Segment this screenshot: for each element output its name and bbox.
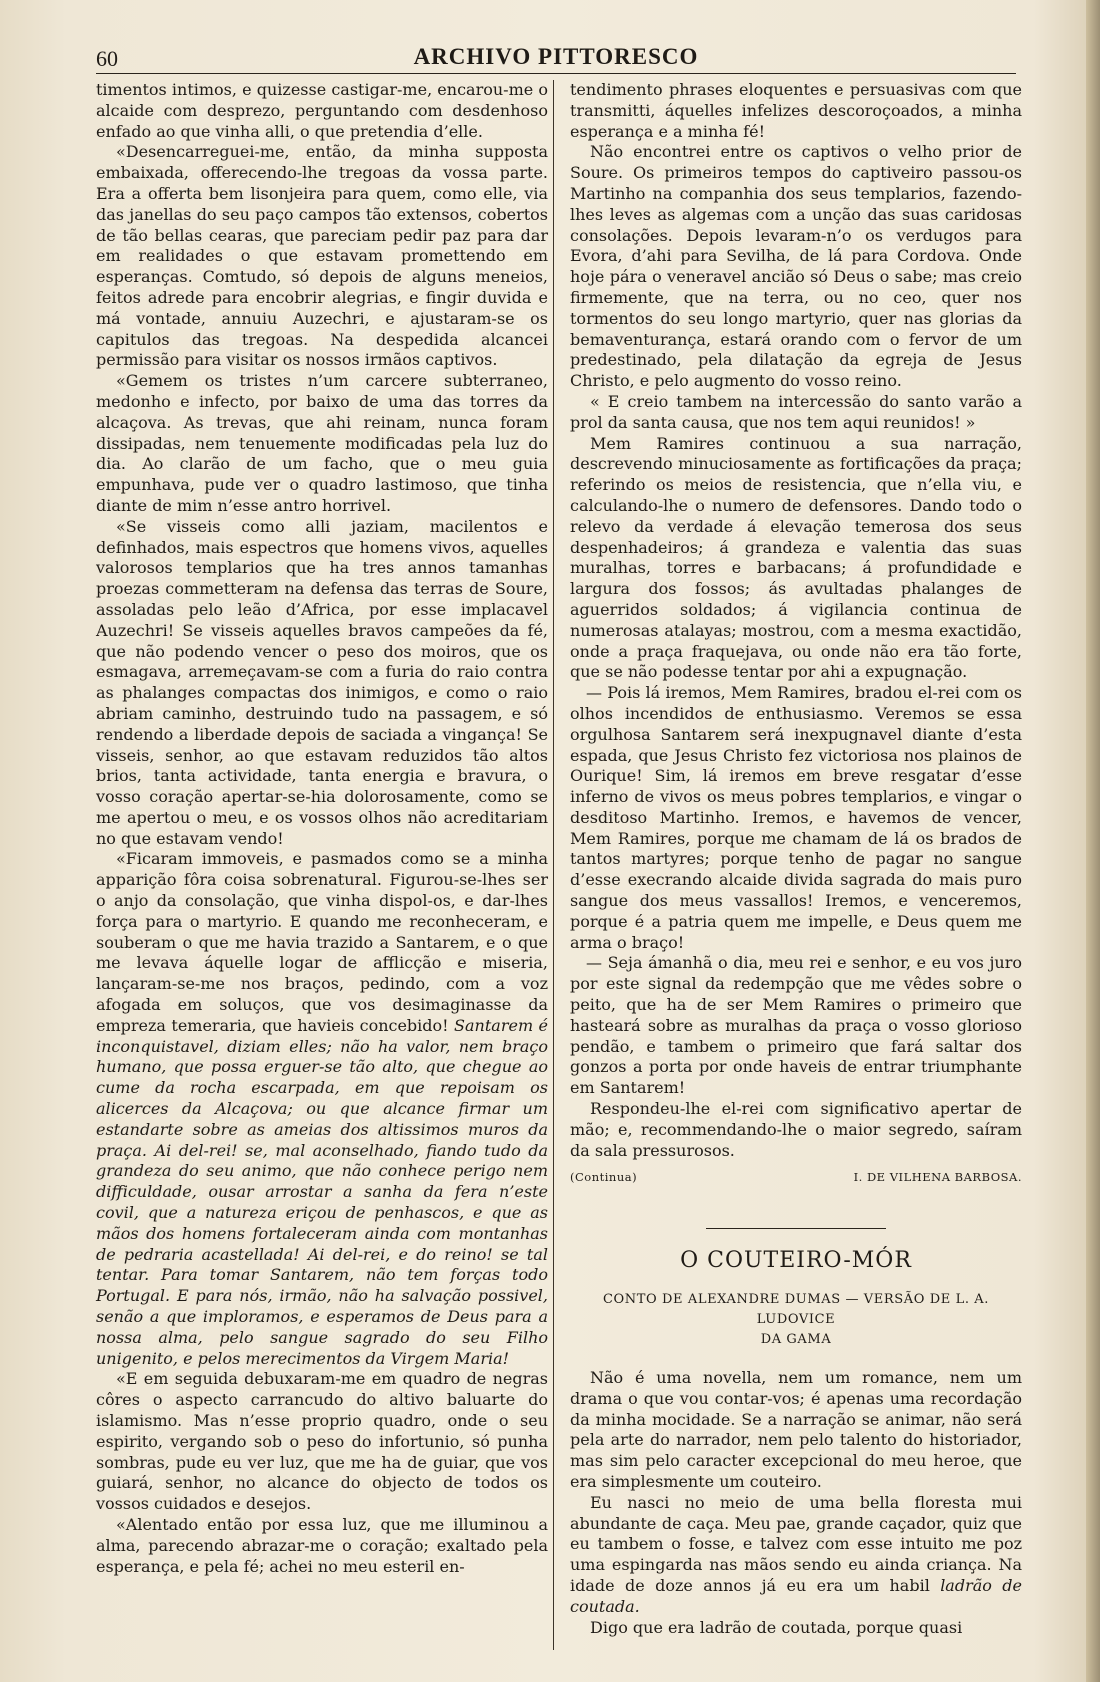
paragraph: timentos intimos, e quizesse castigar-me, encarou-me o alcaide com desprezo, perguntando com desdenhoso enfado ao que vinha alli, o que pretendia d’elle.: [96, 80, 548, 141]
paragraph: Mem Ramires continuou a sua narração, descrevendo minuciosamente as fortificações da praça; referindo os meios de resistencia, que n’ella viu, e calculando-lhe o numero de defensores. Dando todo o relevo da verdade á elevação temerosa dos seus despenhadeiros; á grandeza e valentia das suas muralhas, torres e barbacans; á profundidade e largura dos fossos; ás avultadas phalanges de aguerridos soldados; á vigilancia continua de numerosas atalayas; mostrou, com a mesma exactidão, onde a praça fraquejava, ou onde não era tão forte, que se não podesse tentar por ahi a expugnação.: [570, 433, 1022, 682]
left-column: [96, 80, 548, 1577]
continua-note: (Continua): [570, 1170, 638, 1185]
paragraph: tendimento phrases eloquentes e persuasivas com que transmitti, áquelles infelizes descoroçoados, a minha esperança e a minha fé!: [570, 80, 1022, 141]
italic-quote: Santarem é inconquistavel, diziam elles; não ha valor, nem braço humano, que possa erguer-se tão alto, que chegue ao cume da rocha escarpada, em que repoisam os alicerces da Alcaçova; ou que alcance firmar um estandarte sobre as ameias dos altissimos muros da praça. Ai del-rei! se, mal aconselhado, fiando tudo da grandeza do seu animo, que não conhece perigo nem difficuldade, ousar arrostar a sanha da fera n’este covil, que a natureza eriçou de penhascos, e que as mãos dos homens fortaleceram ainda com montanhas de pedraria acastellada! Ai del-rei, e do reino! se tal tentar. Para tomar Santarem, não tem forças todo Portugal. E para nós, irmão, não ha salvação possivel, senão a que imploramos, e esperamos de Deus para a nossa alma, pelo sangue sagrado do seu Filho unigenito, e pelos merecimentos da Virgem Maria!: [96, 1015, 549, 1368]
paragraph: «E em seguida debuxaram-me em quadro de negras côres o aspecto carrancudo do altivo baluarte do islamismo. Mas n’esse proprio quadro, onde o seu espirito, vergando sob o peso do infortunio, só punha sombras, pude eu ver luz, que me ha de guiar, que vos guiará, senhor, no alcance do objecto de todos os vossos cuidados e desejos.: [96, 1369, 548, 1514]
section-divider: [706, 1228, 886, 1229]
paragraph-text: Eu nasci no meio de uma bella floresta mui abundante de caça. Meu pae, grande caçador, quiz que eu tambem o fosse, e talvez com esse intuito me poz uma espingarda nas mãos sendo eu ainda criança. Na idade de doze annos já eu era um habil: [570, 1492, 1022, 1595]
italic-phrase: ladrão de coutada.: [570, 1576, 1022, 1616]
byline-line: DA GAMA: [760, 1332, 832, 1348]
header-rule: [96, 73, 1016, 74]
page-number: 60: [96, 46, 118, 71]
right-column: [570, 80, 1022, 1638]
paragraph: «Se visseis como alli jaziam, macilentos e definhados, mais espectros que homens vivos, aquelles valorosos templarios que ha tres annos tamanhas proezas commetteram na defensa das terras de Soure, assoladas pelo leão d’Africa, por esse implacavel Auzechri! Se visseis aquelles bravos campeões da fé, que não podendo vencer o peso dos moiros, que os esmagava, arremeçavam-se com a furia do raio contra as phalanges compactas dos inimigos, e como o raio abriam caminho, destruindo tudo na passagem, e só rendendo a liberdade depois de saciada a vingança! Se visseis, senhor, ao que estavam reduzidos tão altos brios, tanta actividade, tanta energia e bravura, o vosso coração apertar-se-hia dolorosamente, como se me apertou o meu, e os vossos olhos não acreditariam no que estavam vendo!: [96, 516, 548, 848]
paragraph: «Desencarreguei-me, então, da minha supposta embaixada, offerecendo-lhe tregoas da vossa parte. Era a offerta bem lisonjeira para quem, como elle, via das janellas do seu paço campos tão extensos, cobertos de tão bellas cearas, que pareciam pedir paz para dar em realidades o que estavam promettendo em esperanças. Comtudo, só depois de alguns meneios, feitos adrede para encobrir alegrias, e fingir duvida e má vontade, annuiu Auzechri, e ajustaram-se os capitulos das tregoas. Na despedida alcancei permissão para visitar os nossos irmãos captivos.: [96, 142, 548, 370]
page-header: [96, 40, 1016, 76]
section-byline: [570, 1290, 1022, 1350]
running-title: ARCHIVO PITTORESCO: [413, 44, 699, 69]
paragraph-text: «Ficaram immoveis, e pasmados como se a minha apparição fôra coisa sobrenatural. Figurou-se-lhes ser o anjo da consolação, que vinha dispol-os, e dar-lhes força para o martyrio. E quando me reconheceram, e souberam o que me havia trazido a Santarem, e o que me levava áquelle logar de afflicção e miseria, lançaram-se-me nos braços, pedindo, com a voz afogada em soluços, que vos desimaginasse da empreza temeraria, que havieis concebido!: [96, 849, 548, 1035]
author-name: I. DE VILHENA BARBOSA.: [853, 1170, 1022, 1185]
paragraph: — Seja ámanhã o dia, meu rei e senhor, e eu vos juro por este signal da redempção que me vêdes sobre o peito, que ha de ser Mem Ramires o primeiro que hasteará sobre as muralhas da praça o vosso glorioso pendão, e tambem o primeiro que fará saltar dos gonzos a porta por onde haveis de entrar triumphante em Santarem!: [570, 953, 1022, 1098]
paragraph: [570, 1493, 1022, 1618]
paragraph: « E creio tambem na intercessão do santo varão a prol da santa causa, que nos tem aqui reunidos! »: [570, 391, 1022, 432]
column-divider: [553, 80, 554, 1650]
paragraph: «Alentado então por essa luz, que me illuminou a alma, parecendo abrazar-me o coração; exaltado pela esperança, e pela fé; achei no meu esteril en-: [96, 1514, 548, 1576]
paragraph: Não encontrei entre os captivos o velho prior de Soure. Os primeiros tempos do captiveiro passou-os Martinho na companhia dos seus templarios, fazendo-lhes leves as algemas com a unção das suas caridosas consolações. Depois levaram-n’o os verdugos para Evora, d’ahi para Sevilha, de lá para Cordova. Onde hoje pára o veneravel ancião só Deus o sabe; mas creio firmemente, que na terra, ou no ceo, quer nos tormentos do seu longo martyrio, quer nas glorias da bemaventurança, estará orando com o fervor de um predestinado, pela dilatação da egreja de Jesus Christo, e pelo augmento do vosso reino.: [570, 142, 1022, 391]
paragraph: Respondeu-lhe el-rei com significativo apertar de mão; e, recommendando-lhe o maior segredo, saíram da sala pressurosos.: [570, 1099, 1022, 1160]
byline-line: CONTO DE ALEXANDRE DUMAS — VERSÃO DE L. A. LUDOVICE: [602, 1292, 990, 1328]
paragraph: — Pois lá iremos, Mem Ramires, bradou el-rei com os olhos incendidos de enthusiasmo. Veremos se essa orgulhosa Santarem será inexpugnavel diante d’esta espada, que Jesus Christo fez victoriosa nos plainos de Ourique! Sim, lá iremos em breve resgatar d’esse inferno de vivos os meus pobres templarios, e vingar o desditoso Martinho. Iremos, e havemos de vencer, Mem Ramires, porque me chamam de lá os brados de tantos martyres; porque tenho de pagar no sangue d’esse execrando alcaide divida sagrada do mais puro sangue dos meus vassallos! Iremos, e venceremos, porque é a patria quem me impelle, e Deus quem me arma o braço!: [570, 683, 1022, 952]
paragraph: Digo que era ladrão de coutada, porque quasi: [590, 1617, 963, 1637]
paragraph: «Gemem os tristes n’um carcere subterraneo, medonho e infecto, por baixo de uma das torres da alcaçova. As trevas, que ahi reinam, nunca foram dissipadas, nem tenuemente modificadas pela luz do dia. Ao clarão de um facho, que o meu guia empunhava, pude ver o quadro lastimoso, que tinha diante de mim n’esse antro horrivel.: [96, 371, 548, 515]
section-title: O COUTEIRO-MÓR: [680, 1248, 912, 1274]
paragraph: [96, 849, 548, 1369]
paragraph: Não é uma novella, nem um romance, nem um drama o que vou contar-vos; é apenas uma recordação da minha mocidade. Se a narração se animar, não será pela arte do narrador, nem pelo talento do historiador, mas sim pelo caracter excepcional do meu heroe, que era simplesmente um couteiro.: [570, 1368, 1022, 1492]
article-signature: [570, 1167, 1022, 1188]
page-edge-shadow: [1086, 0, 1100, 1682]
